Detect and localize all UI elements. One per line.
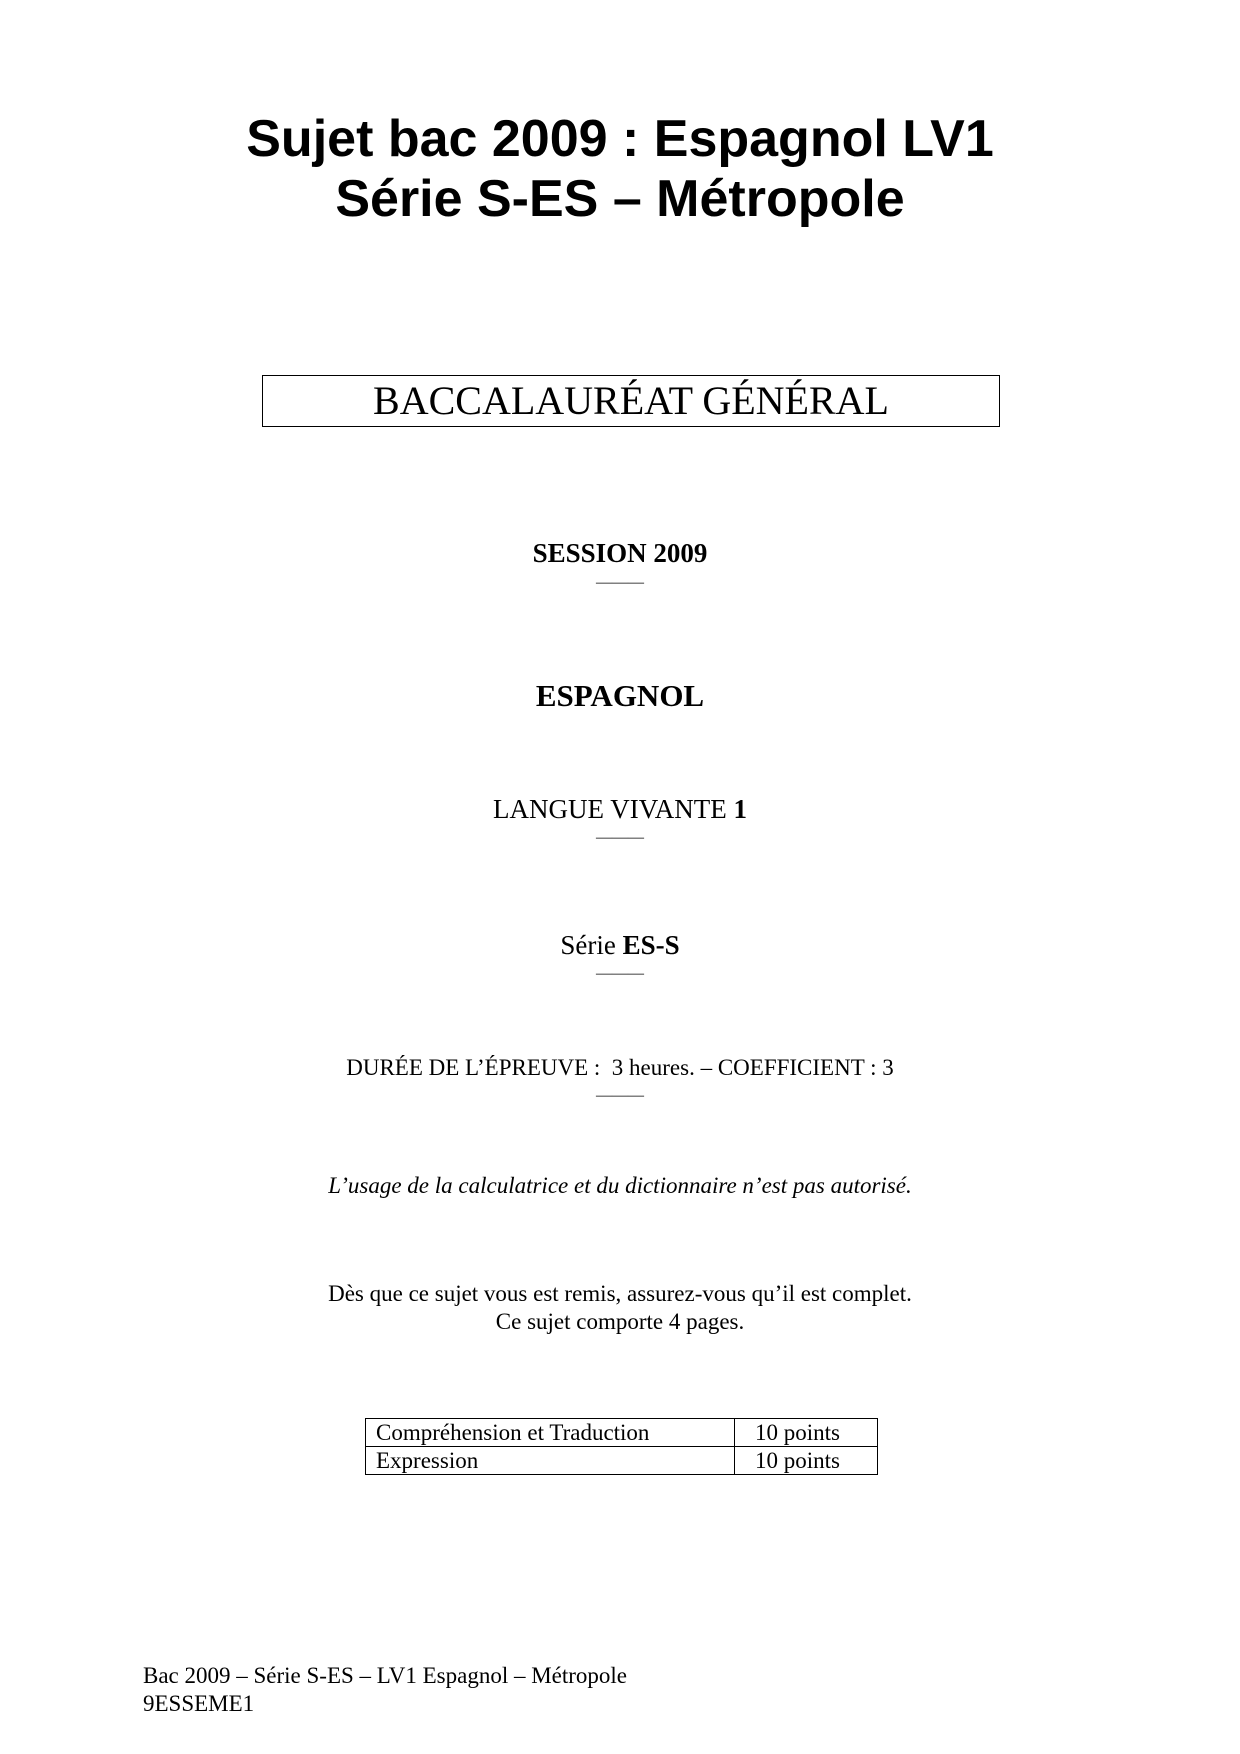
footer-line-2: 9ESSEME1 [143, 1691, 255, 1716]
separator: ——— [596, 829, 644, 846]
language-prefix: LANGUE VIVANTE [493, 794, 734, 824]
diploma-box: BACCALAURÉAT GÉNÉRAL [262, 375, 1000, 427]
notice-line-2: Ce sujet comporte 4 pages. [495, 1309, 745, 1334]
separator: ——— [596, 1087, 644, 1104]
subject-heading: ESPAGNOL [535, 678, 705, 713]
scoring-table [365, 1418, 878, 1475]
notice-line-1: Dès que ce sujet vous est remis, assurez-vous qu’il est complet. [328, 1281, 912, 1306]
table-cell-points: 10 points [735, 1447, 878, 1475]
page-title-line1: Sujet bac 2009 : Espagnol LV1 [246, 110, 994, 168]
footer-line-1: Bac 2009 – Série S-ES – LV1 Espagnol – Métropole [143, 1663, 628, 1688]
separator: ——— [596, 574, 644, 591]
language-level: 1 [733, 794, 747, 824]
language-line [0, 793, 1240, 825]
serie-line [0, 929, 1240, 961]
table-row [366, 1419, 878, 1447]
session-heading: SESSION 2009 [532, 538, 708, 568]
table-cell-section: Expression [366, 1447, 735, 1475]
serie-value: ES-S [622, 930, 680, 960]
table-row [366, 1447, 878, 1475]
table-cell-section: Compréhension et Traduction [366, 1419, 735, 1447]
table-cell-points: 10 points [735, 1419, 878, 1447]
separator: ——— [596, 965, 644, 982]
page-title-line2: Série S-ES – Métropole [335, 170, 905, 228]
serie-prefix: Série [560, 930, 623, 960]
duration-line: DURÉE DE L’ÉPREUVE : 3 heures. – COEFFICIENT : 3 [346, 1055, 894, 1080]
usage-note: L’usage de la calculatrice et du dictionnaire n’est pas autorisé. [328, 1173, 912, 1198]
